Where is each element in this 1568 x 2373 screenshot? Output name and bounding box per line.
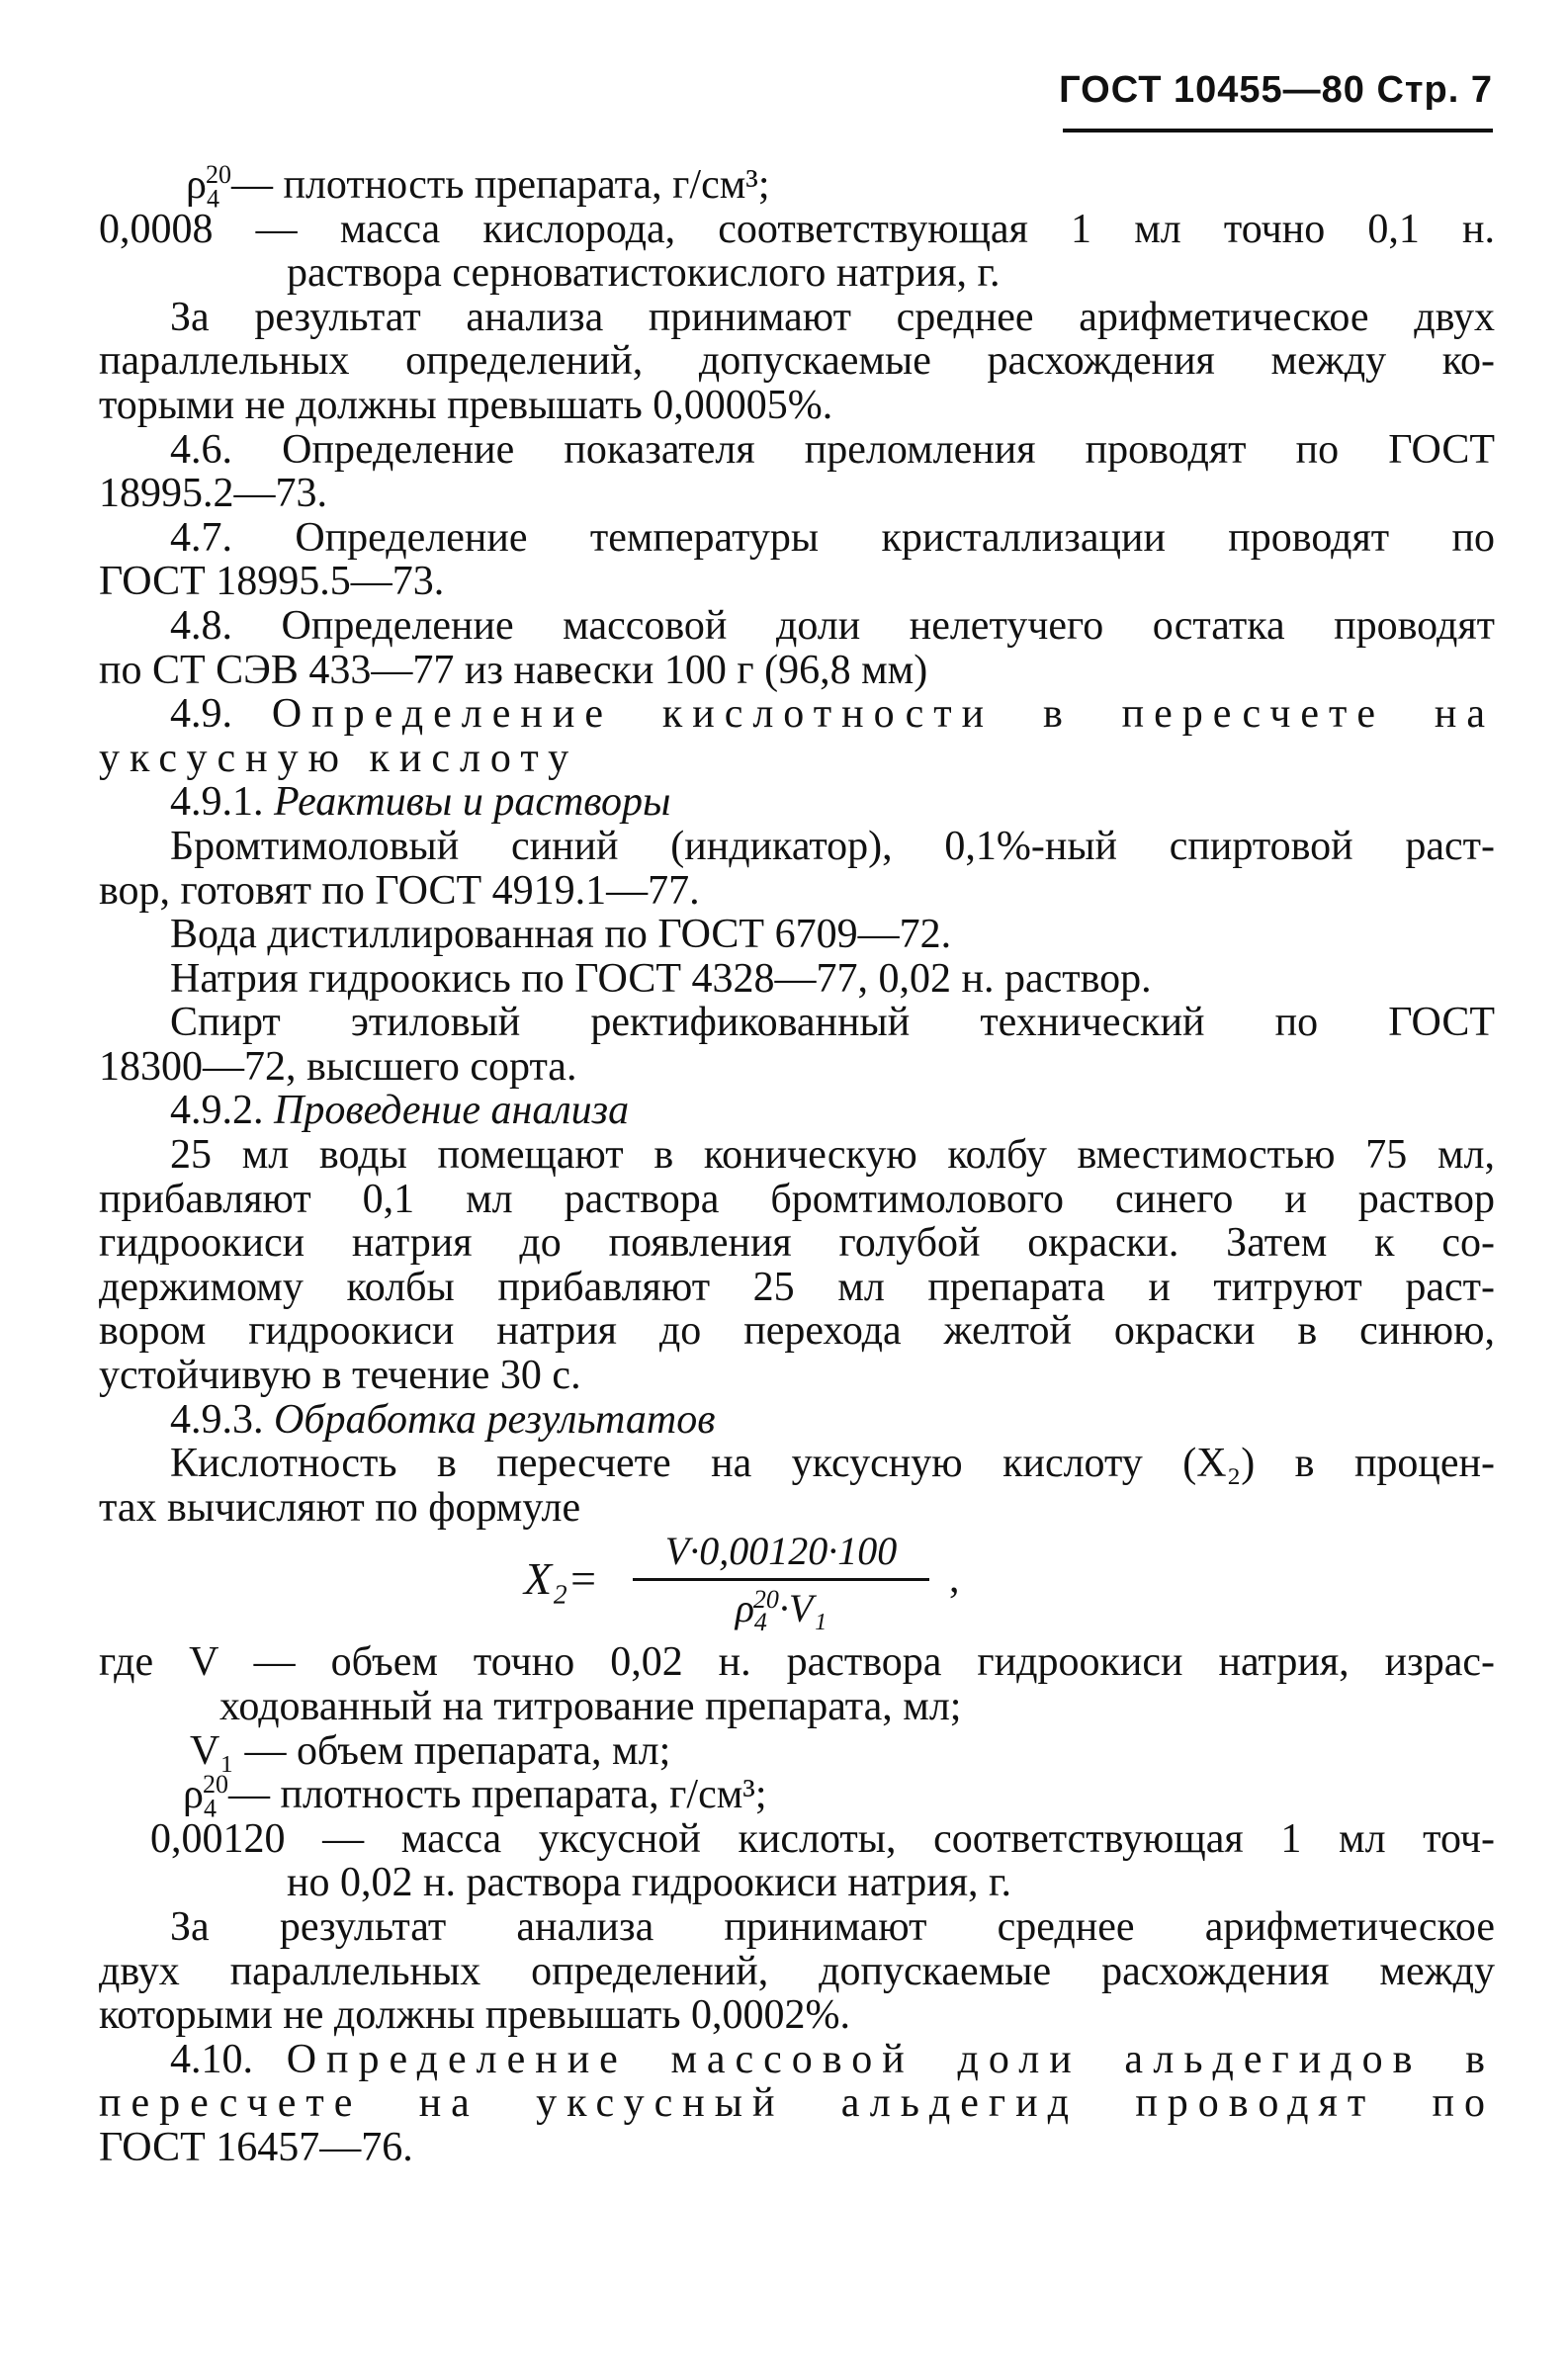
procedure-2: прибавляют 0,1 мл раствора бромтимолового синего и раствор — [99, 1176, 1495, 1222]
document-body — [99, 160, 1496, 2170]
section-4-8-cont: по СТ СЭВ 433—77 из навески 100 г (96,8 мм) — [99, 647, 928, 693]
acidity-formula — [99, 1530, 1495, 1640]
section-4-7: 4.7. Определение температуры кристаллизации проводят по — [170, 514, 1495, 561]
paragraph-result-acid-3: которыми не должны превышать 0,0002%. — [99, 1992, 850, 2039]
section-number: 4.9.1. — [170, 779, 264, 826]
procedure-3: гидроокиси натрия до появления голубой окраски. Затем к со- — [99, 1220, 1495, 1267]
rho-symbol: ρ — [183, 1772, 204, 1818]
procedure-6: устойчивую в течение 30 с. — [99, 1353, 581, 1399]
procedure-1: 25 мл воды помещают в коническую колбу вместимостью 75 мл, — [170, 1132, 1495, 1179]
procedure-5: вором гидроокиси натрия до перехода желтой окраски в синюю, — [99, 1308, 1495, 1355]
section-title: Проведение анализа — [274, 1088, 630, 1134]
section-number: 4.10. — [170, 2036, 253, 2082]
section-4-8: 4.8. Определение массовой доли нелетучего остатка проводят — [170, 602, 1495, 649]
where-v1: V₁ — объем препарата, мл; — [190, 1727, 671, 1774]
where-acetic-cont: но 0,02 н. раствора гидроокиси натрия, г. — [287, 1860, 1012, 1906]
calc-intro: Кислотность в пересчете на уксусную кислоту (X₂) в процен- — [170, 1441, 1495, 1487]
calc-intro-cont: тах вычисляют по формуле — [99, 1484, 581, 1531]
rho-symbol: ρ — [186, 162, 207, 208]
section-title: Реактивы и растворы — [274, 779, 671, 826]
formula-denominator: $\rho_4^{20}\cdot V_1$ — [735, 1584, 828, 1636]
where-acetic: 0,00120 — масса уксусной кислоты, соответствующая 1 мл точ- — [150, 1815, 1495, 1862]
definition-oxygen: 0,0008 — масса кислорода, соответствующая 1 мл точно 0,1 н. — [99, 206, 1495, 252]
section-4-9-heading-cont: уксусную кислоту — [99, 735, 579, 781]
where-v: где V — объем точно 0,02 н. раствора гидроокиси натрия, израс- — [99, 1639, 1495, 1686]
where-density: $\rho_4^{20}—$ плотность препарата, г/см³; — [183, 1770, 767, 1823]
reagent-ethanol-cont: 18300—72, высшего сорта. — [99, 1043, 577, 1090]
paragraph-result-acid-2: двух параллельных определений, допускаемые расхождения между — [99, 1948, 1495, 1994]
where-v-cont: ходованный на титрование препарата, мл; — [219, 1684, 962, 1729]
formula-fraction — [633, 1529, 929, 1636]
section-4-9-3-heading — [99, 1398, 1495, 1443]
section-4-10-heading — [99, 2038, 1495, 2082]
reagent-water: Вода дистиллированная по ГОСТ 6709—72. — [170, 912, 952, 958]
reagent-indicator-cont: вор, готовят по ГОСТ 4919.1—77. — [99, 867, 700, 914]
page-header: ГОСТ 10455—80 Стр. 7 — [1059, 69, 1493, 111]
fraction-bar — [633, 1578, 929, 1581]
section-4-10-cont-2: ГОСТ 16457—76. — [99, 2124, 413, 2170]
section-4-9-2-heading — [99, 1089, 1495, 1133]
section-title: Определение кислотности в пересчете на — [271, 691, 1495, 738]
section-4-10-cont: пересчете на уксусный альдегид проводят по — [99, 2080, 1495, 2127]
definition-density: $\rho_4^{20}—$ плотность препарата, г/см³; — [186, 160, 770, 214]
section-4-6-cont: 18995.2—73. — [99, 471, 327, 517]
section-number: 4.9.3. — [170, 1396, 264, 1443]
section-4-7-cont: ГОСТ 18995.5—73. — [99, 559, 445, 605]
definition-oxygen-cont: раствора серноватистокислого натрия, г. — [287, 250, 1001, 297]
reagent-indicator: Бромтимоловый синий (индикатор), 0,1%-ный спиртовой раст- — [170, 823, 1495, 869]
reagent-ethanol: Спирт этиловый ректификованный технический по ГОСТ — [170, 1000, 1495, 1046]
paragraph-result-2: параллельных определений, допускаемые расхождения между ко- — [99, 338, 1495, 385]
procedure-4: держимому колбы прибавляют 25 мл препарата и титруют раст- — [99, 1264, 1495, 1310]
section-4-9-heading — [99, 692, 1495, 737]
section-title: Определение массовой доли альдегидов в — [286, 2036, 1496, 2082]
formula-numerator: V·0,00120·100 — [664, 1529, 898, 1574]
paragraph-result-acid: За результат анализа принимают среднее арифметическое — [170, 1903, 1495, 1950]
section-number: 4.9.2. — [170, 1088, 264, 1134]
section-number: 4.9. — [170, 691, 232, 738]
formula-lhs: X₂= — [524, 1553, 599, 1605]
section-title: Обработка результатов — [274, 1396, 716, 1443]
paragraph-result: За результат анализа принимают среднее арифметическое двух — [170, 294, 1495, 340]
paragraph-result-3: торыми не должны превышать 0,00005%. — [99, 382, 833, 428]
header-rule — [1063, 129, 1493, 132]
reagent-naoh: Натрия гидроокись по ГОСТ 4328—77, 0,02 н. раствор. — [170, 955, 1152, 1002]
section-4-6: 4.6. Определение показателя преломления проводят по ГОСТ — [170, 426, 1495, 473]
formula-comma: , — [949, 1556, 960, 1603]
section-4-9-1-heading — [99, 780, 1495, 825]
